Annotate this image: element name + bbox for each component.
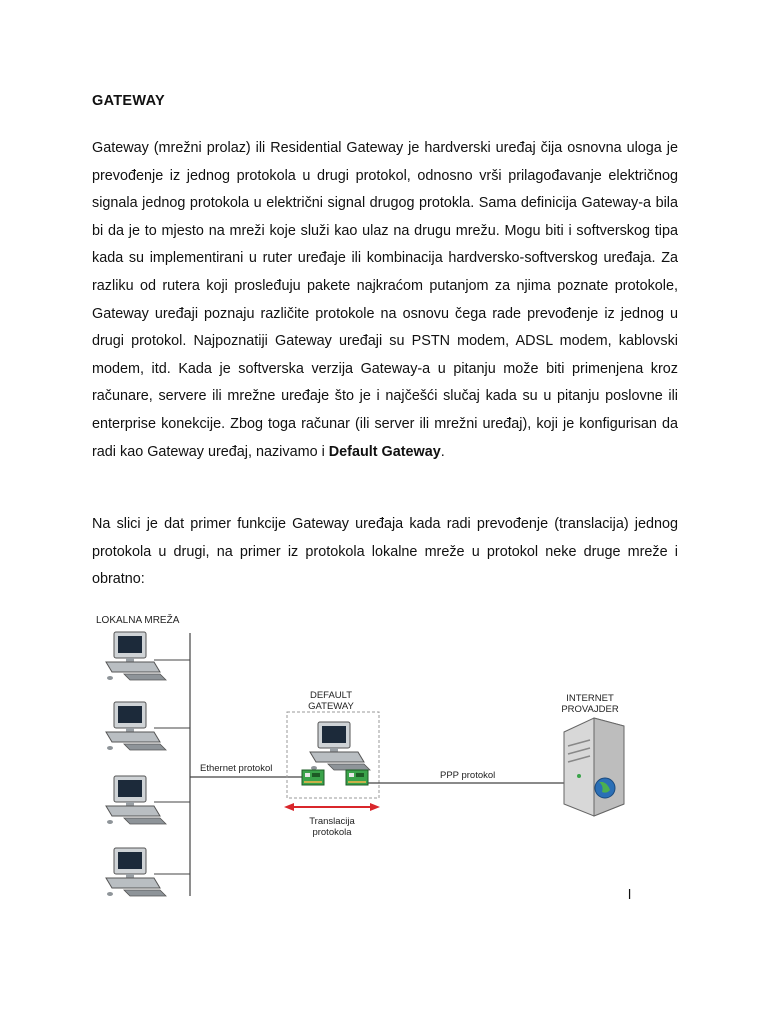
paragraph-intro-end: . bbox=[440, 443, 445, 460]
lan-computer-icon bbox=[106, 702, 166, 750]
arrow-head-left bbox=[284, 803, 294, 811]
default-gateway-term: Default Gateway bbox=[328, 443, 441, 460]
gateway-nic-icon bbox=[346, 770, 368, 785]
page-title: GATEWAY bbox=[92, 93, 165, 109]
gateway-diagram bbox=[84, 606, 684, 906]
isp-label-line1: INTERNET bbox=[566, 693, 614, 704]
server-icon bbox=[564, 718, 624, 816]
lan-computer-icon bbox=[106, 776, 166, 824]
gateway-nic-icon bbox=[302, 770, 324, 785]
translation-label-line1: Translacija bbox=[309, 816, 355, 827]
gateway-label-line2: GATEWAY bbox=[308, 701, 354, 712]
lan-computer-icon bbox=[106, 848, 166, 896]
ethernet-label: Ethernet protokol bbox=[200, 763, 273, 774]
arrow-head-right bbox=[370, 803, 380, 811]
isp-label-line2: PROVAJDER bbox=[561, 704, 619, 715]
globe-icon bbox=[595, 778, 615, 798]
translation-label-line2: protokola bbox=[312, 827, 352, 838]
gateway-computer-icon bbox=[310, 722, 370, 770]
ppp-label: PPP protokol bbox=[440, 770, 496, 781]
paragraph-figure-intro: Na slici je dat primer funkcije Gateway uređaja kada radi prevođenje (translacija) jednog protokola u drugi, na primer iz protokola lokalne mreže u protokol neke druge mreže i obratno: bbox=[92, 516, 678, 588]
lan-label: LOKALNA MREŽA bbox=[96, 615, 180, 626]
paragraph-intro bbox=[92, 135, 678, 466]
page-marker: l bbox=[628, 886, 632, 902]
paragraph-intro-text: Gateway (mrežni prolaz) ili Residential Gateway je hardverski uređaj čija osnovna uloga je prevođenje iz jednog protokola u drugi protokol, odnosno vrši prilagođavanje električnog signala jednog protokola u električni signal drugog protokla. Sama definicija Gateway-a bila bi da je to mjesto na mreži koje služi kao ulaz na drugu mrežu. Mogu biti i softverskog tipa kada su implementirani u ruter uređaje ili kombinacija hardversko-softverskog uređaja. Za razliku od rutera koji prosleđuju pakete najkraćom putanjom za njima poznate protokole, Gateway uređaji poznaju različite protokole na osnovu čega rade prevođenje iz jednog u drugi protokol. Najpoznatiji Gateway uređaji su PSTN modem, ADSL modem, kablovski modem, itd. Kada je softverska verzija Gateway-a u pitanju može biti primenjena kroz računare, servere ili mrežne uređaje što je i najčešći slučaj kada su u pitanju poslovne ili enterprise konekcije. Zbog toga računar (ili server ili mrežni uređaj), koji je konfigurisan da radi kao Gateway uređaj, nazivamo i bbox=[92, 140, 678, 460]
gateway-label-line1: DEFAULT bbox=[309, 690, 353, 701]
lan-computer-icon bbox=[106, 632, 166, 680]
